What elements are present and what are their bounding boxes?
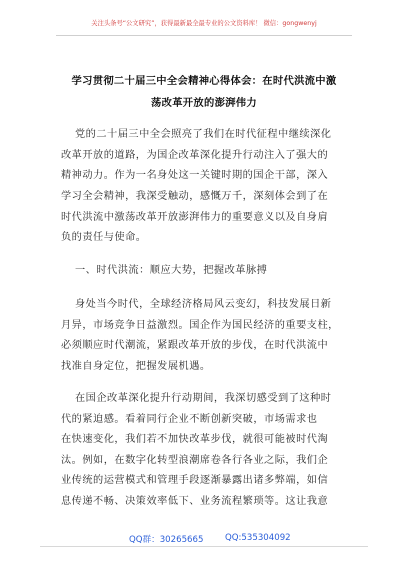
paragraph-line: 精神动力。作为一名身处这一关键时期的国企干部，深入 [61, 170, 329, 181]
paragraph-line: 身处当今时代，全球经济格局风云变幻，科技发展日新 [75, 299, 332, 310]
paragraph-line: 学习全会精神，我深受触动，感慨万千，深刻体会到了在 [61, 191, 329, 202]
paragraph-line: 在快速变化，我们若不加快改革步伐，就很可能被时代淘 [61, 434, 329, 445]
paragraph-line: 改革开放的道路，为国企改革深化提升行动注入了强大的 [61, 150, 329, 161]
qq-contact-number: QQ:535304092 [225, 533, 291, 543]
paragraph-line: 党的二十届三中全会照亮了我们在时代征程中继续深化 [75, 129, 332, 140]
promo-header: 关注头条号“公文研究”，获得最新最全最专业的公文资料库！ 微信：gongwenyj [91, 20, 317, 27]
paragraph-line: 找准自身定位，把握发展机遇。 [61, 361, 211, 372]
header-divider [56, 35, 352, 36]
paragraph-line: 息传递不畅、决策效率低下、业务流程繁琐等。这让我意 [61, 496, 329, 507]
section-heading: 一、时代洪流：顺应大势，把握改革脉搏 [75, 265, 268, 276]
footer-divider [40, 546, 368, 547]
paragraph-line: 时代洪流中激荡改革开放澎湃伟力的重要意义以及自身肩 [61, 212, 329, 223]
paragraph-line: 业传统的运营模式和管理手段逐渐暴露出诸多弊端，如信 [61, 475, 329, 486]
paragraph-line: 负的责任与使命。 [61, 232, 147, 243]
paragraph-line: 汰。例如，在数字化转型浪潮席卷各行各业之际，我们企 [61, 455, 329, 466]
paragraph-line: 月异，市场竞争日益激烈。国企作为国民经济的重要支柱， [61, 320, 339, 331]
paragraph-line: 必须顺应时代潮流，紧跟改革开放的步伐，在时代洪流中 [61, 340, 329, 351]
paragraph-line: 在国企改革深化提升行动期间，我深切感受到了这种时 [75, 393, 332, 404]
paragraph-line: 代的紧迫感。看着同行企业不断创新突破，市场需求也 [61, 414, 318, 425]
document-title-line-2: 荡改革开放的澎湃伟力 [151, 97, 257, 109]
qq-group-number: QQ群：30265665 [129, 535, 204, 545]
document-title-line-1: 学习贯彻二十届三中全会精神心得体会：在时代洪流中激 [71, 75, 337, 87]
